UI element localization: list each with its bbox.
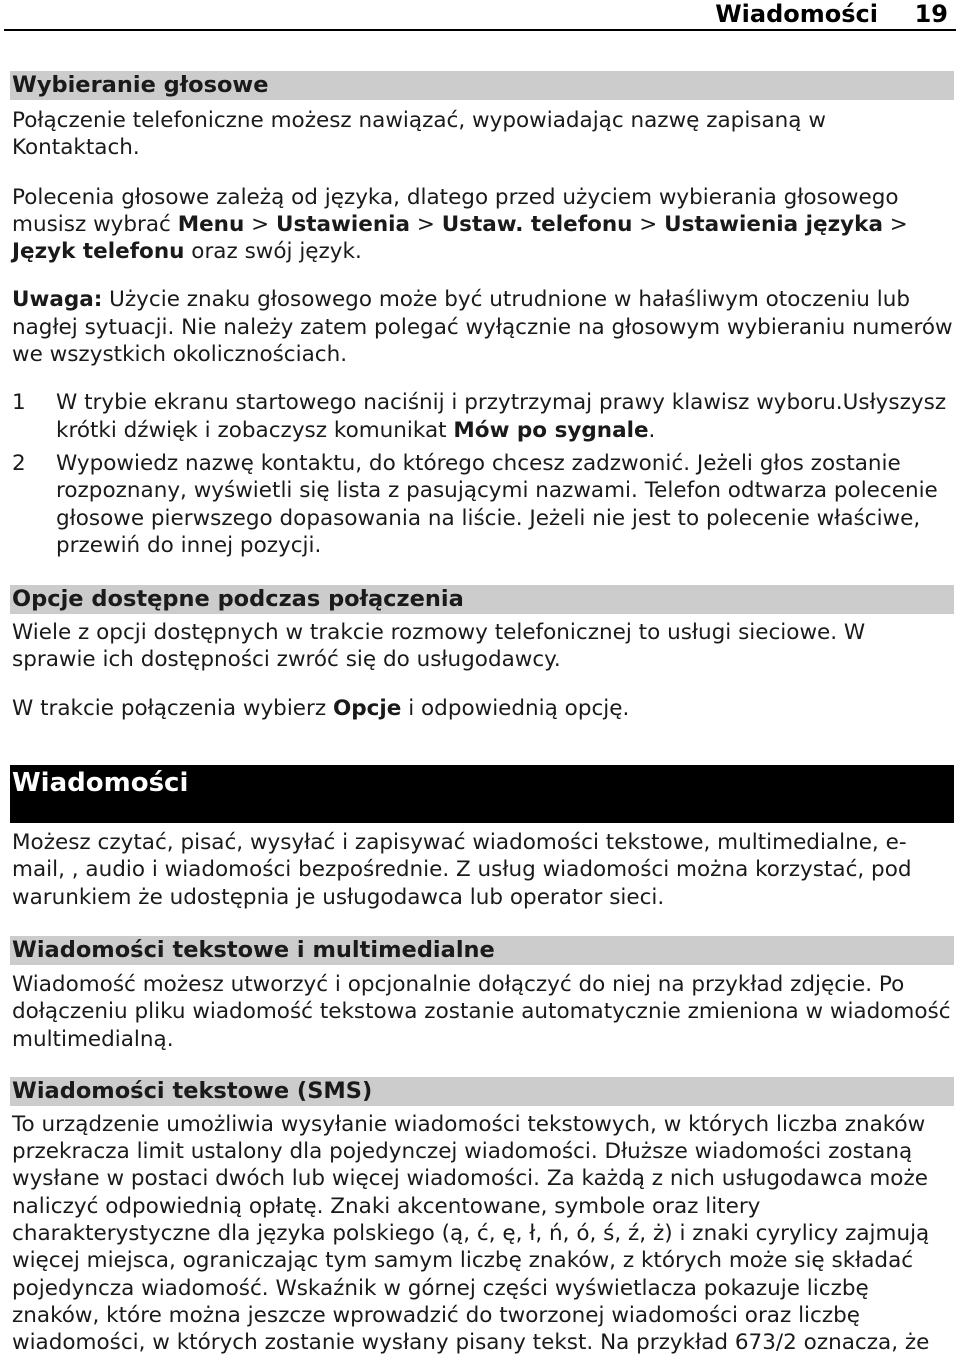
page-number: 19 xyxy=(914,0,948,28)
list-number: 1 xyxy=(12,390,26,416)
running-header xyxy=(4,0,956,31)
paragraph-settings-path: Polecenia głosowe zależą od języka, dlatego przed użyciem wybierania głosowego musisz wybrać Menu > Ustawienia > Ustaw. telefonu > Ustawienia języka > Język telefonu oraz swój język. xyxy=(12,184,908,265)
menu-path-phone-settings: Ustaw. telefonu xyxy=(441,211,633,237)
paragraph: W trakcie połączenia wybierz Opcje i odpowiednią opcję. xyxy=(12,695,630,721)
page-content xyxy=(12,71,954,1357)
paragraph: Wiele z opcji dostępnych w trakcie rozmowy telefonicznej to usługi sieciowe. W sprawie ich dostępności zwróć się do usługodawcy. xyxy=(12,620,866,673)
header-title: Wiadomości xyxy=(715,0,878,28)
paragraph: Połączenie telefoniczne możesz nawiązać, wypowiadając nazwę zapisaną w Kontaktach. xyxy=(12,108,826,161)
menu-path-language-settings: Ustawienia języka xyxy=(664,211,883,237)
note-label: Uwaga: xyxy=(12,287,103,313)
list-number: 2 xyxy=(12,450,26,476)
chapter-heading-messages: Wiadomości xyxy=(10,765,954,823)
menu-path-settings: Ustawienia xyxy=(275,211,411,237)
menu-path-phone-language: Język telefonu xyxy=(12,239,185,265)
paragraph: To urządzenie umożliwia wysyłanie wiadomości tekstowych, w których liczba znaków przekracza limit ustalony dla pojedynczej wiadomości. Dłuższe wiadomości zostaną wysłane w postaci dwóch lub więcej wiadomości. Za każdą z nich usługodawca może naliczyć odpowiednią opłatę. Znaki akcentowane, symbole oraz litery charakterystyczne dla języka polskiego (ą, ć, ę, ł, ń, ó, ś, ź, ż) i znaki cyrylicy zajmują więcej miejsca, ograniczając tym samym liczbę znaków, z których może się składać pojedyncza wiadomość. Wskaźnik w górnej części wyświetlacza pokazuje liczbę znaków, które można jeszcze wprowadzić do tworzonej wiadomości oraz liczbę wiadomości, w których zostanie wysłany pisany tekst. Na przykład 673/2 oznacza, że xyxy=(12,1111,930,1356)
prompt-text: Mów po sygnale xyxy=(453,417,649,443)
paragraph: Wiadomość możesz utworzyć i opcjonalnie dołączyć do niej na przykład zdjęcie. Po dołączeniu pliku wiadomość tekstowa zostanie automatycznie zmieniona w wiadomość multimedialną. xyxy=(12,971,951,1052)
section-heading-call-options: Opcje dostępne podczas połączenia xyxy=(10,585,954,614)
note-paragraph: Uwaga: Użycie znaku głosowego może być utrudnione w hałaśliwym otoczeniu lub nagłej sytuacji. Nie należy zatem polegać wyłącznie na głosowym wybieraniu numerów we wszystkich okolicznościach. xyxy=(12,287,953,368)
list-item: 2 Wypowiedz nazwę kontaktu, do którego chcesz zadzwonić. Jeżeli głos zostanie rozpoznany, wyświetli się lista z pasującymi nazwami. Telefon odtwarza polecenie głosowe pierwszego dopasowania na liście. Jeżeli nie jest to polecenie właściwe, przewiń do innej pozycji. xyxy=(12,450,938,558)
section-heading-text-multimedia: Wiadomości tekstowe i multimedialne xyxy=(10,936,954,965)
paragraph: Możesz czytać, pisać, wysyłać i zapisywać wiadomości tekstowe, multimedialne, e-mail, , audio i wiadomości bezpośrednie. Z usług wiadomości można korzystać, pod warunkiem że udostępnia je usługodawca lub operator sieci. xyxy=(12,830,912,910)
menu-path-menu: Menu xyxy=(177,211,245,237)
options-label: Opcje xyxy=(333,695,402,721)
list-item: 1 W trybie ekranu startowego naciśnij i przytrzymaj prawy klawisz wyboru.Usłyszysz krótki dźwięk i zobaczysz komunikat Mów po sygnale. xyxy=(12,390,947,443)
section-heading-voice-dialing: Wybieranie głosowe xyxy=(10,71,954,100)
section-heading-sms: Wiadomości tekstowe (SMS) xyxy=(10,1077,954,1106)
